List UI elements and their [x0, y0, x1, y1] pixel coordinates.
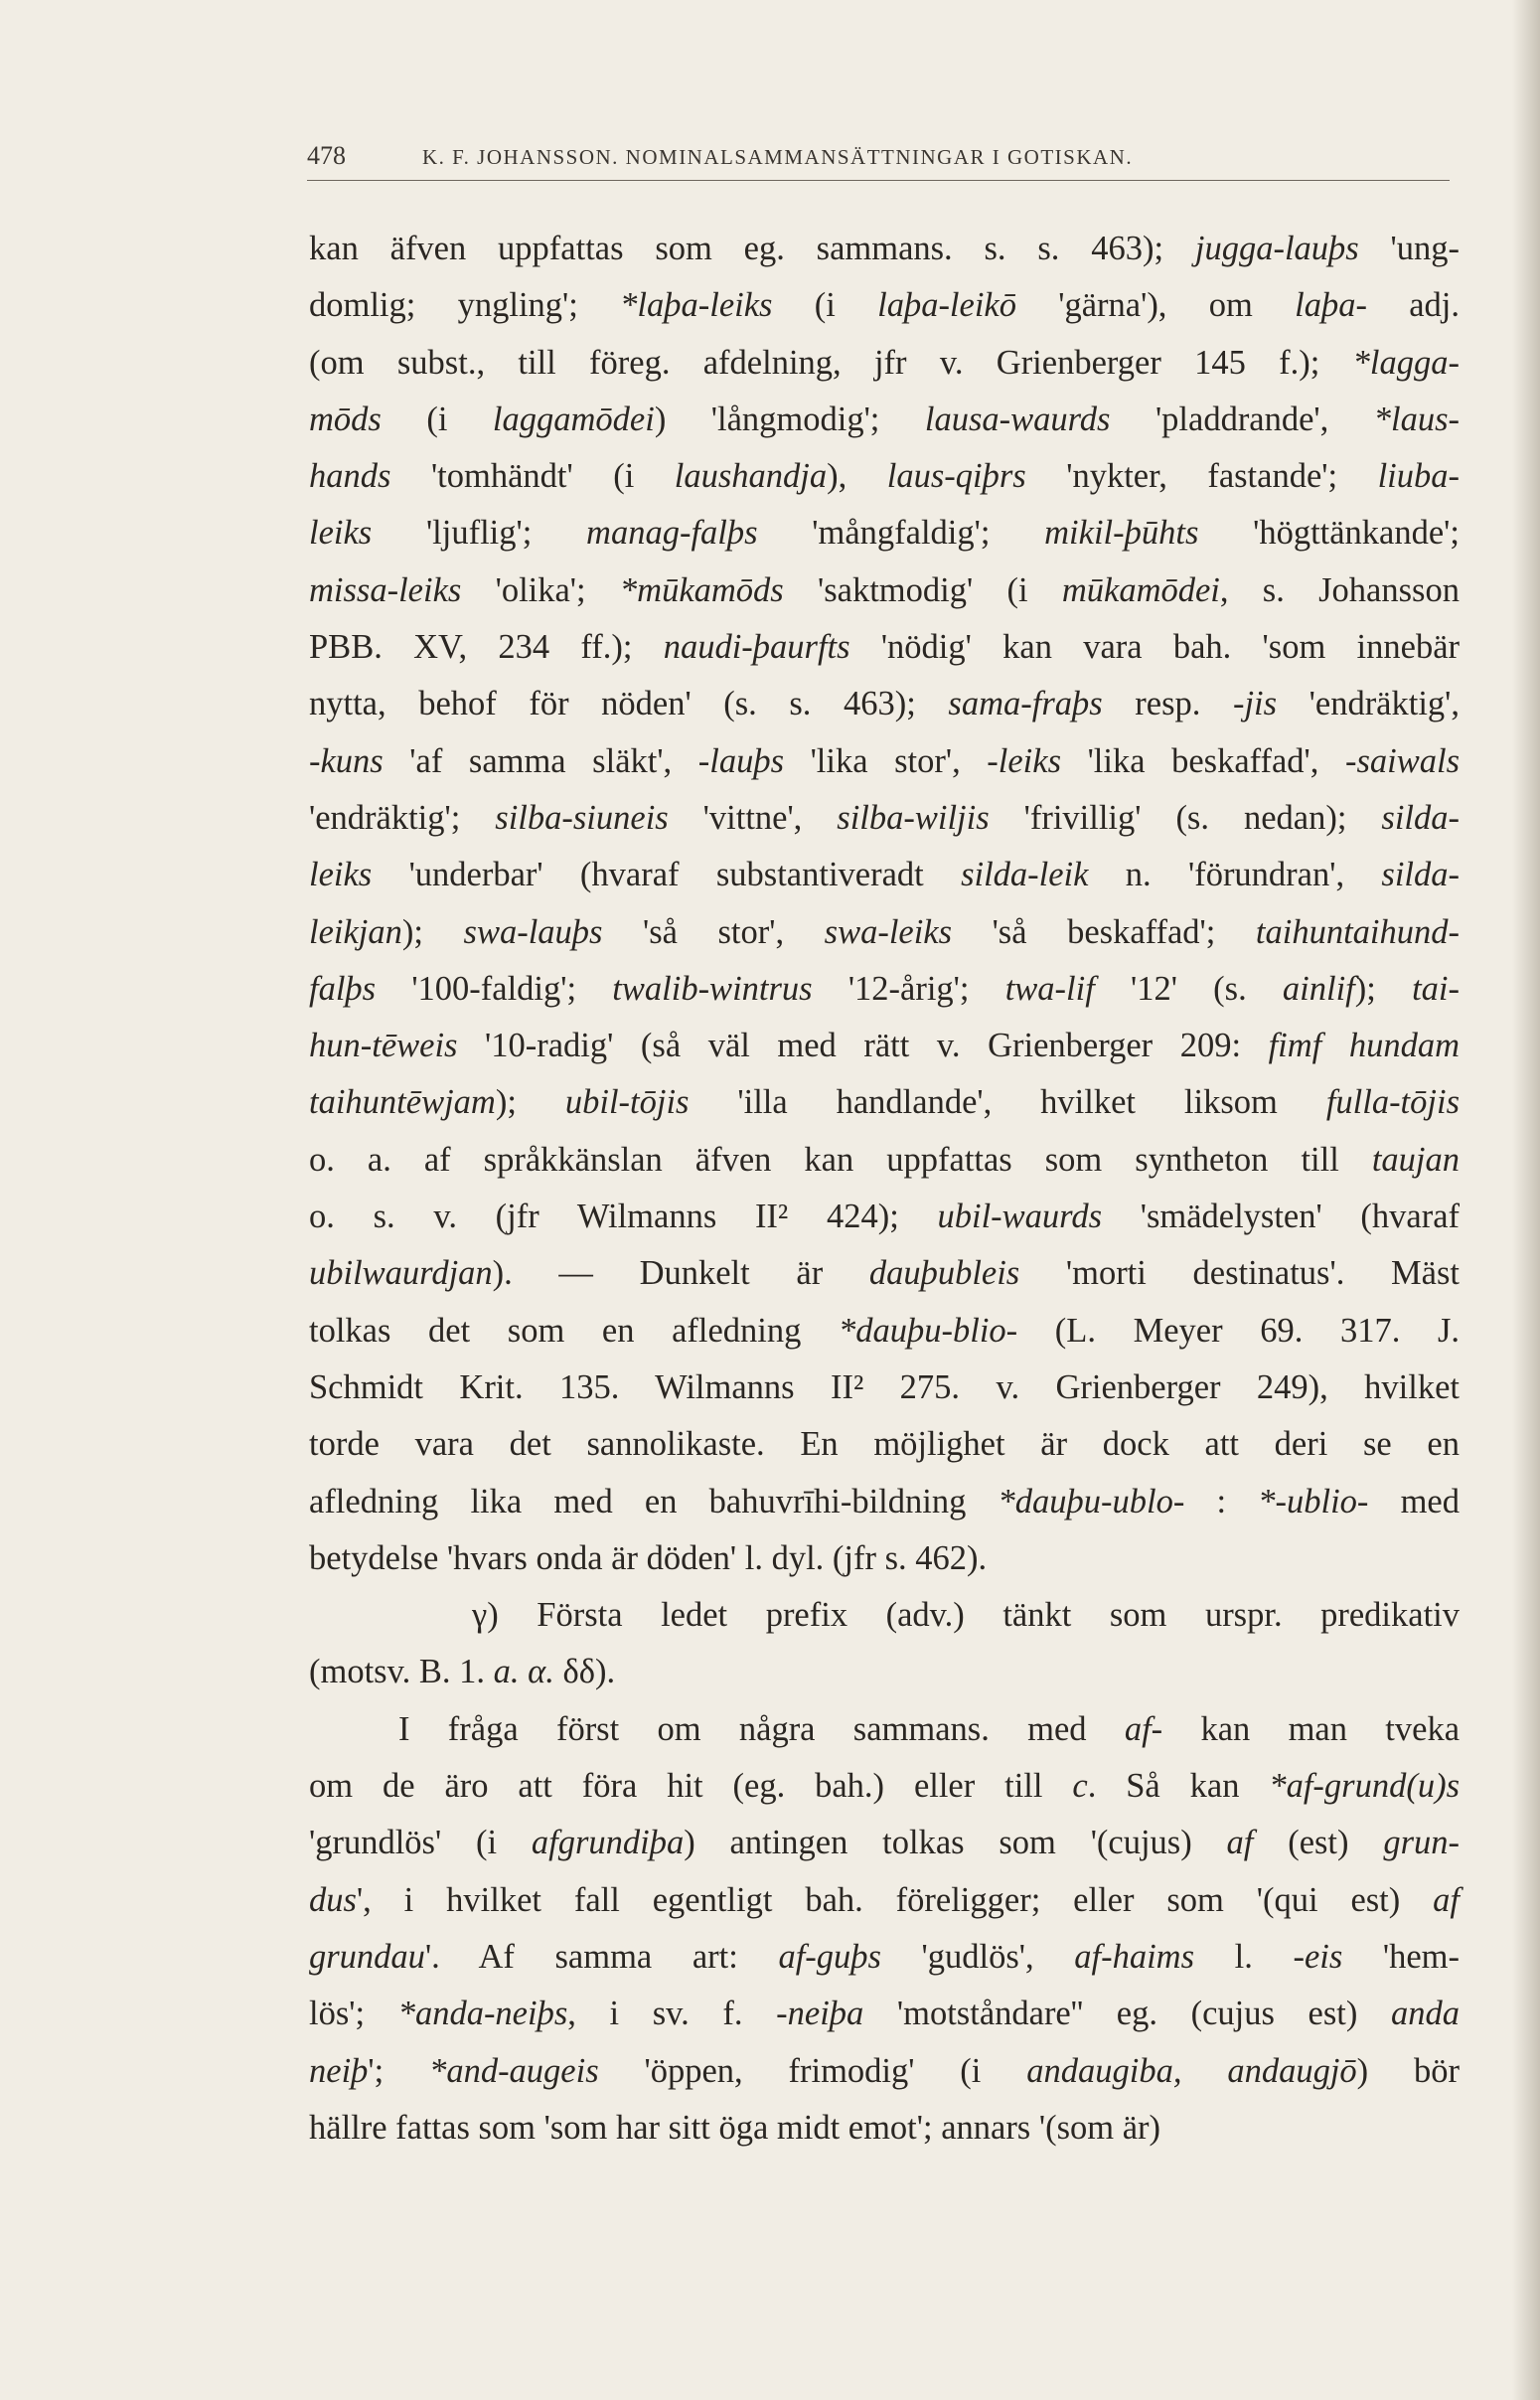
italic-form: *mūkamōds: [619, 570, 784, 609]
italic-form: ainlif: [1282, 969, 1355, 1008]
italic-form: c: [1072, 1767, 1088, 1806]
text-segment: ) 'långmodig';: [654, 400, 925, 438]
text-segment: δδ).: [553, 1653, 616, 1691]
text-segment: n. 'förundran',: [1088, 856, 1382, 894]
text-segment: adj.: [1366, 286, 1461, 325]
italic-form: *anda-neiþs: [397, 1995, 568, 2033]
italic-form: *dauþu-blio-: [839, 1311, 1018, 1350]
text-line: [309, 790, 1460, 847]
text-segment: 'underbar' (hvaraf substantiveradt: [372, 856, 962, 894]
text-line: [309, 2100, 1460, 2157]
italic-form: missa-leiks: [309, 570, 462, 609]
text-line: [309, 1074, 1460, 1131]
text-line: [309, 335, 1460, 392]
italic-form: taujan: [1371, 1140, 1460, 1179]
italic-form: -jis: [1232, 685, 1278, 723]
text-line: [309, 1929, 1460, 1986]
text-segment: kan äfven uppfattas som eg. sammans. s. s. 463);: [309, 230, 1195, 267]
text-segment: 'vittne',: [668, 798, 838, 837]
text-segment: 'mångfaldig';: [757, 514, 1045, 553]
italic-form: af: [1433, 1880, 1460, 1919]
italic-form: af: [1226, 1824, 1254, 1862]
text-segment: PBB. XV, 234 ff.);: [309, 628, 664, 667]
italic-form: af-guþs: [778, 1937, 881, 1976]
text-segment: (est): [1253, 1824, 1384, 1862]
text-segment: , s. Johansson: [1219, 570, 1460, 609]
text-segment: '. Af samma art:: [424, 1937, 779, 1976]
text-segment: med: [1368, 1482, 1460, 1520]
text-line: [309, 505, 1460, 561]
text-line: [309, 1758, 1460, 1815]
text-segment: ', i hvilket fall egentligt bah. föreligger; eller som '(qui est): [356, 1880, 1434, 1919]
italic-form: ubil-tōjis: [564, 1083, 690, 1122]
text-segment: 'pladdrande',: [1110, 400, 1374, 438]
text-line: [309, 1815, 1460, 1871]
italic-form: jugga-lauþs: [1194, 230, 1359, 267]
text-segment: I fråga först om några sammans. med: [398, 1709, 1125, 1748]
text-segment: 'tomhändt' (i: [390, 457, 675, 496]
text-segment: 'smädelysten' (hvaraf: [1102, 1198, 1460, 1236]
italic-form: silba-wiljis: [837, 798, 990, 837]
text-segment: . Så kan: [1087, 1767, 1270, 1806]
text-line: [309, 1245, 1460, 1302]
text-segment: 'motståndare'' eg. (cujus est): [863, 1995, 1391, 2033]
italic-form: laþa-leikō: [877, 286, 1016, 325]
body-text: [309, 221, 1460, 2157]
italic-form: af-: [1124, 1709, 1163, 1748]
text-segment: (i: [772, 286, 878, 325]
italic-form: -eis: [1293, 1937, 1343, 1976]
text-segment: 'hem-: [1342, 1937, 1460, 1976]
text-segment: 'olika';: [461, 570, 620, 609]
text-segment: 'af samma släkt',: [383, 741, 698, 780]
text-line: [309, 733, 1460, 790]
italic-form: *-ublio-: [1258, 1482, 1369, 1520]
text-segment: );: [401, 912, 464, 951]
italic-form: *and-augeis: [429, 2051, 599, 2090]
text-segment: );: [495, 1083, 565, 1122]
text-segment: tolkas det som en afledning: [309, 1311, 839, 1350]
text-segment: nytta, behof för nöden' (s. s. 463);: [309, 685, 949, 723]
text-segment: (i: [381, 400, 493, 438]
text-segment: domlig; yngling';: [309, 286, 621, 325]
italic-form: laushandja: [674, 457, 828, 496]
text-segment: '10-radig' (så väl med rätt v. Grienberger 209:: [457, 1027, 1269, 1065]
italic-form: taihuntaihund-: [1255, 912, 1460, 951]
text-line: [309, 847, 1460, 903]
page-number: 478: [307, 141, 346, 170]
text-segment: 'lika beskaffad',: [1061, 741, 1345, 780]
italic-form: afgrundiþa: [531, 1824, 685, 1862]
text-segment: '12-årig';: [812, 969, 1005, 1008]
italic-form: *af-grund(u)s: [1269, 1767, 1460, 1806]
text-line: [309, 1644, 1460, 1700]
text-segment: (om subst., till föreg. afdelning, jfr v. Grienberger 145 f.);: [309, 343, 1353, 382]
italic-form: liuba-: [1377, 457, 1460, 496]
text-segment: 'så beskaffad';: [952, 912, 1256, 951]
italic-form: *dauþu-ublo-: [998, 1482, 1185, 1520]
page-header: [307, 137, 1450, 177]
text-segment: kan man tveka: [1162, 1709, 1461, 1748]
text-segment: );: [1354, 969, 1413, 1008]
text-segment: 'så stor',: [602, 912, 825, 951]
italic-form: -kuns: [309, 741, 384, 780]
text-segment: ) bör: [1356, 2051, 1460, 2090]
text-line: [309, 392, 1460, 448]
page-edge-shadow: [1512, 0, 1540, 2400]
text-line: [309, 676, 1460, 732]
italic-form: mōds: [309, 400, 382, 438]
text-line: [309, 1701, 1460, 1758]
italic-form: leikjan: [309, 912, 402, 951]
italic-form: silda-: [1381, 856, 1460, 894]
text-segment: 'grundlös' (i: [309, 1824, 532, 1862]
italic-form: falþs: [309, 969, 377, 1008]
italic-form: grundau: [309, 1937, 425, 1976]
text-segment: 'nykter, fastande';: [1025, 457, 1378, 496]
italic-form: swa-lauþs: [463, 912, 603, 951]
italic-form: silba-siuneis: [495, 798, 669, 837]
text-segment: torde vara det sannolikaste. En möjlighet är dock att deri se en: [309, 1425, 1460, 1464]
text-line: [309, 1132, 1460, 1189]
italic-form: naudi-þaurfts: [663, 628, 850, 667]
text-line: [309, 1986, 1460, 2042]
italic-form: manag-falþs: [586, 514, 758, 553]
italic-form: mikil-þūhts: [1044, 514, 1199, 553]
italic-form: fimf hundam: [1268, 1027, 1460, 1065]
italic-form: -saiwals: [1344, 741, 1461, 780]
text-line: [309, 1189, 1460, 1245]
italic-form: lausa-waurds: [924, 400, 1111, 438]
text-segment: resp.: [1102, 685, 1233, 723]
text-segment: Schmidt Krit. 135. Wilmanns II² 275. v. Grienberger 249), hvilket: [309, 1367, 1460, 1406]
running-title: K. F. JOHANSSON. NOMINALSAMMANSÄTTNINGAR I GOTISKAN.: [422, 145, 1134, 169]
text-segment: 'nödig' kan vara bah. 'som innebär: [849, 628, 1460, 667]
text-line: [309, 1303, 1460, 1360]
text-line: [309, 904, 1460, 961]
text-segment: om de äro att föra hit (eg. bah.) eller till: [309, 1767, 1073, 1806]
italic-form: dus: [309, 1880, 357, 1919]
text-segment: 'ljuflig';: [372, 514, 587, 553]
text-segment: (L. Meyer 69. 317. J.: [1017, 1311, 1461, 1350]
text-segment: (motsv. B. 1.: [309, 1653, 494, 1691]
text-segment: 'ung-: [1358, 230, 1460, 267]
text-line: [309, 562, 1460, 619]
text-segment: 'endräktig',: [1277, 685, 1461, 723]
text-line: [309, 1530, 1460, 1587]
italic-form: a. α.: [493, 1653, 554, 1691]
italic-form: ubil-waurds: [937, 1198, 1103, 1236]
text-segment: ). — Dunkelt är: [492, 1254, 869, 1293]
text-segment: 'högttänkande';: [1198, 514, 1460, 553]
text-segment: '100-faldig';: [376, 969, 613, 1008]
italic-form: *lagga-: [1352, 343, 1460, 382]
text-line: [309, 277, 1460, 334]
text-line: [309, 1474, 1460, 1530]
text-segment: ) antingen tolkas som '(cujus): [684, 1824, 1227, 1862]
text-segment: 'illa handlande', hvilket liksom: [689, 1083, 1326, 1122]
text-line: [309, 961, 1460, 1018]
italic-form: *laus-: [1373, 400, 1461, 438]
italic-form: -leiks: [987, 741, 1061, 780]
italic-form: sama-fraþs: [948, 685, 1103, 723]
italic-form: neiþ: [309, 2051, 369, 2090]
italic-form: af-haims: [1074, 1937, 1194, 1976]
text-line: [309, 1872, 1460, 1929]
italic-form: silda-leik: [961, 856, 1089, 894]
text-line: [309, 1360, 1460, 1416]
text-segment: , i sv. f.: [567, 1995, 777, 2033]
text-segment: γ) Första ledet prefix (adv.) tänkt som urspr. predikativ: [472, 1596, 1460, 1635]
text-segment: :: [1184, 1482, 1259, 1520]
text-segment: '12' (s.: [1094, 969, 1283, 1008]
text-segment: hällre fattas som 'som har sitt öga midt emot'; annars '(som är): [309, 2108, 1160, 2147]
text-segment: ),: [827, 457, 887, 496]
italic-form: mūkamōdei: [1061, 570, 1220, 609]
italic-form: dauþubleis: [868, 1254, 1020, 1293]
italic-form: hun-tēweis: [309, 1027, 458, 1065]
italic-form: -neiþa: [776, 1995, 864, 2033]
text-segment: afledning lika med en bahuvrīhi-bildning: [309, 1482, 999, 1520]
italic-form: laþa-: [1295, 286, 1367, 325]
italic-form: laggamōdei: [492, 400, 655, 438]
text-segment: 'gudlös',: [880, 1937, 1075, 1976]
text-line: [309, 1587, 1460, 1644]
text-segment: 'saktmodig' (i: [783, 570, 1062, 609]
italic-form: silda-: [1381, 798, 1460, 837]
italic-form: tai-: [1412, 969, 1460, 1008]
text-segment: l.: [1194, 1937, 1294, 1976]
text-line: [309, 619, 1460, 676]
italic-form: swa-leiks: [824, 912, 953, 951]
italic-form: twalib-wintrus: [612, 969, 813, 1008]
italic-form: *laþa-leiks: [620, 286, 773, 325]
text-segment: betydelse 'hvars onda är döden' l. dyl. (jfr s. 462).: [309, 1538, 988, 1577]
header-rule: [307, 180, 1450, 181]
text-segment: lös';: [309, 1995, 398, 2033]
text-segment: ';: [368, 2051, 430, 2090]
text-line: [309, 1416, 1460, 1473]
text-segment: 'gärna'), om: [1015, 286, 1296, 325]
italic-form: leiks: [309, 514, 373, 553]
text-segment: o. s. v. (jfr Wilmanns II² 424);: [309, 1198, 938, 1236]
text-segment: 'morti destinatus'. Mäst: [1019, 1254, 1460, 1293]
italic-form: leiks: [309, 856, 373, 894]
italic-form: taihuntēwjam: [309, 1083, 496, 1122]
italic-form: grun-: [1383, 1824, 1460, 1862]
italic-form: twa-lif: [1004, 969, 1095, 1008]
text-line: [309, 2043, 1460, 2100]
text-segment: 'lika stor',: [784, 741, 988, 780]
text-segment: 'frivillig' (s. nedan);: [989, 798, 1382, 837]
text-segment: 'endräktig';: [309, 798, 496, 837]
italic-form: laus-qiþrs: [886, 457, 1026, 496]
italic-form: hands: [309, 457, 391, 496]
text-line: [309, 1018, 1460, 1074]
italic-form: fulla-tōjis: [1325, 1083, 1460, 1122]
italic-form: ubilwaurdjan: [309, 1254, 493, 1293]
text-line: [309, 221, 1460, 277]
text-segment: o. a. af språkkänslan äfven kan uppfattas som syntheton till: [309, 1140, 1372, 1179]
italic-form: anda: [1391, 1995, 1460, 2033]
text-line: [309, 448, 1460, 505]
text-segment: 'öppen, frimodig' (i: [598, 2051, 1027, 2090]
italic-form: -lauþs: [697, 741, 785, 780]
italic-form: andaugiba, andaugjō: [1026, 2051, 1357, 2090]
